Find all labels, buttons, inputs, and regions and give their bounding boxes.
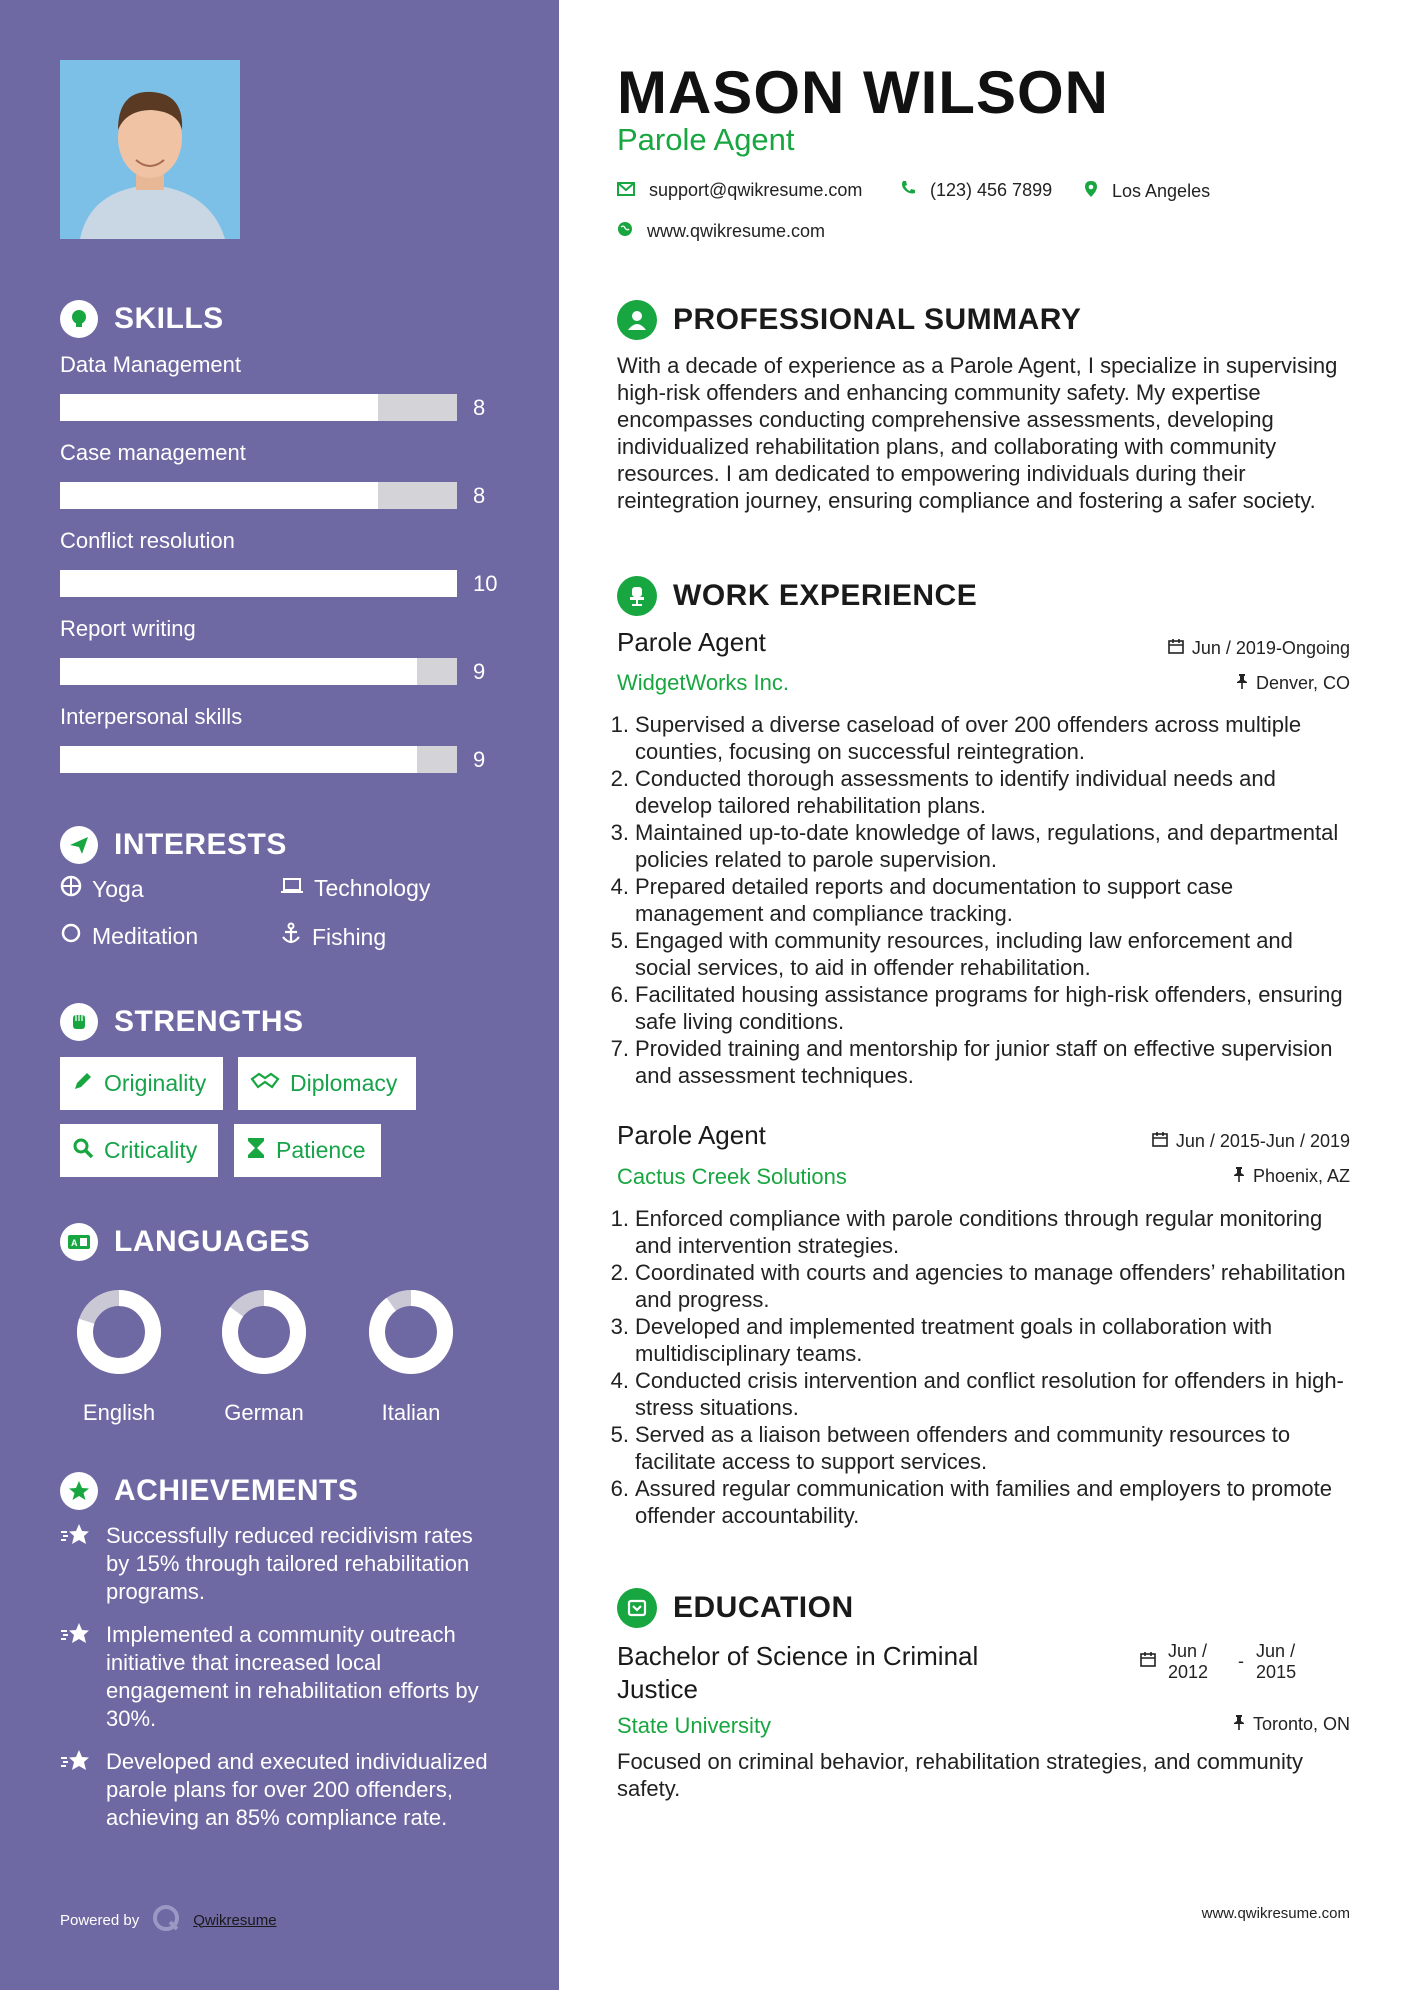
skill-item	[60, 704, 500, 773]
experience-title: WORK EXPERIENCE	[673, 579, 978, 612]
job-dates-text: Jun / 2019-Ongoing	[1191, 638, 1350, 658]
circle-icon	[60, 922, 82, 950]
achievements-title: ACHIEVEMENTS	[114, 1474, 359, 1507]
qwikresume-logo-icon	[151, 1903, 181, 1937]
summary-title: PROFESSIONAL SUMMARY	[673, 303, 1082, 336]
interests-title: INTERESTS	[114, 828, 287, 861]
anchor-icon	[280, 922, 302, 952]
job-bullets	[607, 711, 1347, 1089]
pin-icon	[1236, 673, 1248, 694]
strengths-heading	[60, 1003, 304, 1041]
basketball-icon	[60, 875, 82, 903]
skill-bar-fill	[60, 482, 378, 509]
achievement-item	[60, 1621, 500, 1733]
laptop-icon	[280, 875, 304, 902]
star-badge-icon	[60, 1472, 98, 1510]
job-bullet: 1. Supervised a diverse caseload of over 200 offenders across multiple counties, focusing on successful reintegration.	[610, 712, 1302, 764]
skill-name: Case management	[60, 440, 246, 465]
language-name: German	[224, 1400, 304, 1425]
hourglass-icon	[246, 1136, 266, 1166]
language-name: English	[82, 1400, 156, 1425]
school-name: State University	[617, 1713, 772, 1738]
map-marker-icon	[1084, 180, 1098, 203]
job-title: Parole Agent	[617, 1120, 766, 1150]
skill-item	[60, 528, 500, 597]
job-location	[1236, 673, 1350, 694]
achievement-item	[60, 1522, 500, 1606]
language-item	[361, 1287, 461, 1426]
paper-plane-icon	[60, 826, 98, 864]
location-text: Los Angeles	[1112, 181, 1211, 201]
job-bullet: 4. Conducted crisis intervention and conflict resolution for offenders in high-stress situations.	[610, 1368, 1344, 1420]
job-bullet: 1. Enforced compliance with parole conditions through regular monitoring and intervention strategies.	[610, 1206, 1323, 1258]
job-bullet: 5. Served as a liaison between offenders and community resources to facilitate access to support services.	[610, 1422, 1291, 1474]
achievement-item	[60, 1748, 500, 1832]
language-donut	[74, 1287, 164, 1377]
candidate-role: Parole Agent	[617, 122, 795, 157]
contact-phone	[900, 180, 1052, 201]
job-bullet: 2. Conducted thorough assessments to identify individual needs and develop tailored rehabilitation plans.	[610, 766, 1276, 818]
skill-value: 9	[473, 658, 486, 684]
skill-bar	[60, 482, 457, 509]
skill-item	[60, 440, 500, 509]
education-start: Jun / 2012	[1168, 1641, 1209, 1682]
job-bullet: 2. Coordinated with courts and agencies to manage offenders’ rehabilitation and progress.	[610, 1260, 1346, 1312]
interest-label: Fishing	[312, 923, 387, 950]
powered-by	[60, 1903, 277, 1937]
education-dates: Jun / 2012 - Jun / 2015	[1140, 1641, 1296, 1683]
strength-label: Criticality	[104, 1137, 198, 1163]
job-dates	[1168, 638, 1350, 659]
svg-text:A: A	[71, 1238, 78, 1248]
skill-name: Conflict resolution	[60, 528, 235, 553]
achievement-text: Successfully reduced recidivism rates by 15% through tailored rehabilitation programs.	[106, 1523, 473, 1604]
languages-title: LANGUAGES	[114, 1225, 311, 1258]
phone-text[interactable]: (123) 456 7899	[930, 180, 1053, 200]
education-text: Focused on criminal behavior, rehabilitation strategies, and community safety.	[617, 1749, 1304, 1801]
contact-location	[1084, 180, 1210, 203]
powered-by-label: Powered by	[60, 1911, 140, 1929]
star-icon	[60, 1748, 92, 1832]
skill-item	[60, 352, 500, 421]
job-bullet: 7. Provided training and mentorship for junior staff on effective supervision and assessment techniques.	[610, 1036, 1333, 1088]
language-name: Italian	[381, 1400, 441, 1425]
search-icon	[72, 1137, 94, 1165]
job-location-text: Phoenix, AZ	[1252, 1166, 1350, 1186]
interest-item	[60, 922, 198, 950]
skill-value: 9	[473, 746, 486, 772]
strengths-title: STRENGTHS	[114, 1005, 304, 1038]
job-title: Parole Agent	[617, 627, 766, 657]
skill-bar	[60, 658, 457, 685]
skill-bar-fill	[60, 570, 457, 597]
skill-bar-fill	[60, 746, 417, 773]
handshake-icon	[250, 1070, 280, 1097]
experience-heading	[617, 576, 977, 616]
interest-item	[280, 922, 386, 952]
chair-icon	[617, 576, 657, 616]
lightbulb-icon	[60, 300, 98, 338]
donut-fill	[377, 1298, 445, 1366]
language-donut	[366, 1287, 456, 1377]
education-location-text: Toronto, ON	[1252, 1714, 1350, 1734]
qwikresume-link[interactable]: Qwikresume	[193, 1911, 277, 1929]
envelope-icon	[617, 180, 635, 201]
skill-value: 8	[473, 482, 486, 508]
skill-name: Data Management	[60, 352, 241, 377]
language-item	[69, 1287, 169, 1426]
contact-email	[617, 180, 862, 201]
strength-tag	[234, 1124, 381, 1177]
strength-label: Patience	[276, 1137, 366, 1163]
website-text[interactable]: www.qwikresume.com	[647, 221, 826, 241]
skill-name: Interpersonal skills	[60, 704, 243, 729]
job-bullet: 5. Engaged with community resources, including law enforcement and social services, to aid in offender rehabilitation.	[610, 928, 1293, 980]
strength-tag	[60, 1057, 223, 1110]
candidate-name: MASON WILSON	[617, 59, 1109, 126]
job-bullets	[607, 1205, 1347, 1529]
job-dates	[1152, 1131, 1350, 1152]
job-location	[1233, 1166, 1350, 1187]
education-location	[1233, 1714, 1350, 1735]
skill-name: Report writing	[60, 616, 196, 641]
achievement-text: Developed and executed individualized parole plans for over 200 offenders, achieving an 85% compliance rate.	[106, 1749, 488, 1830]
star-icon	[60, 1621, 92, 1733]
skill-bar	[60, 394, 457, 421]
interest-item	[280, 875, 430, 902]
summary-text: With a decade of experience as a Parole Agent, I specialize in supervising high-risk offenders and enhancing community safety. My expertise encompasses conducting comprehensive assessments, developing individualized rehabilitation plans, and collaborating with community resources. I am dedicated to empowering individuals during their reintegration journey, ensuring compliance and fostering a safer society.	[617, 353, 1338, 513]
skill-bar-fill	[60, 658, 417, 685]
pin-icon	[1233, 1714, 1245, 1735]
phone-icon	[900, 180, 916, 201]
company-name: Cactus Creek Solutions	[617, 1164, 847, 1189]
fist-icon	[60, 1003, 98, 1041]
profile-photo	[60, 60, 240, 239]
language-icon	[60, 1223, 98, 1261]
footer-url[interactable]: www.qwikresume.com	[1201, 1905, 1350, 1922]
education-end: Jun / 2015	[1256, 1641, 1297, 1682]
skill-bar-fill	[60, 394, 378, 421]
graduation-icon	[617, 1588, 657, 1628]
star-icon	[60, 1522, 92, 1606]
strength-label: Originality	[104, 1070, 207, 1096]
language-item	[214, 1287, 314, 1426]
globe-icon	[617, 221, 633, 242]
skill-item	[60, 616, 500, 685]
degree-line: Justice	[617, 1674, 698, 1704]
job-dates-text: Jun / 2015-Jun / 2019	[1175, 1131, 1350, 1151]
skill-bar	[60, 570, 457, 597]
calendar-icon	[1152, 1131, 1168, 1152]
contact-website	[617, 221, 825, 242]
interest-label: Meditation	[92, 922, 199, 949]
interest-label: Technology	[314, 875, 431, 901]
company-name: WidgetWorks Inc.	[617, 670, 789, 695]
strength-label: Diplomacy	[290, 1070, 398, 1096]
strength-tag	[238, 1057, 416, 1110]
skill-value: 10	[473, 570, 498, 596]
education-title: EDUCATION	[673, 1591, 854, 1624]
achievement-text: Implemented a community outreach initiative that increased local engagement in rehabilitation efforts by 30%.	[106, 1622, 479, 1731]
job-bullet: 6. Assured regular communication with families and employers to promote offender accountability.	[610, 1476, 1332, 1528]
languages-heading	[60, 1223, 310, 1261]
interests-heading	[60, 826, 287, 864]
pin-icon	[1233, 1166, 1245, 1187]
job-bullet: 4. Prepared detailed reports and documentation to support case management and compliance tracking.	[610, 874, 1234, 926]
skills-heading	[60, 300, 224, 338]
strength-tag	[60, 1124, 218, 1177]
education-heading	[617, 1588, 854, 1628]
calendar-icon	[1168, 638, 1184, 659]
skill-bar	[60, 746, 457, 773]
summary-heading	[617, 300, 1081, 340]
job-bullet: 6. Facilitated housing assistance programs for high-risk offenders, ensuring safe living conditions.	[610, 982, 1343, 1034]
job-bullet: 3. Maintained up-to-date knowledge of laws, regulations, and departmental policies related to parole supervision.	[610, 820, 1339, 872]
user-icon	[617, 300, 657, 340]
interest-label: Yoga	[92, 875, 144, 902]
job-location-text: Denver, CO	[1255, 673, 1350, 693]
degree-line: Bachelor of Science in Criminal	[617, 1641, 979, 1671]
calendar-icon	[1140, 1651, 1156, 1683]
interest-item	[60, 875, 144, 903]
job-bullet: 3. Developed and implemented treatment goals in collaboration with multidisciplinary teams.	[610, 1314, 1273, 1366]
language-donut	[219, 1287, 309, 1377]
achievements-heading	[60, 1472, 358, 1510]
degree-title	[617, 1640, 978, 1706]
email-text[interactable]: support@qwikresume.com	[649, 180, 863, 200]
pencil-icon	[72, 1070, 94, 1098]
skill-value: 8	[473, 394, 486, 420]
skills-title: SKILLS	[114, 302, 224, 335]
